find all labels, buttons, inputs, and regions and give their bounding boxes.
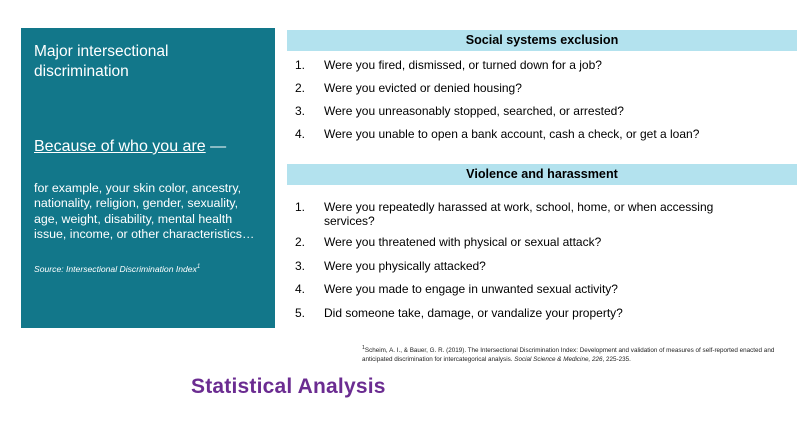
question-number: 3. [295,258,306,273]
section-header-social-exclusion: Social systems exclusion [287,30,797,51]
social-exclusion-question-list [295,58,765,150]
citation-marker: 1 [362,345,365,351]
section-title-statistical-analysis: Statistical Analysis [191,375,386,398]
question-number: 1. [295,200,306,214]
question-text: Did someone take, damage, or vandalize your property? [324,305,623,320]
question-item [295,306,765,330]
question-item [295,104,765,127]
citation-footnote [362,344,798,364]
panel-examples-text: for example, your skin color, ancestry, nationality, religion, gender, sexuality, age, weight, disability, mental health issue, income, or other characteristics… [34,181,255,241]
question-item [295,235,765,259]
question-text: Were you unreasonably stopped, searched, or arrested? [324,104,624,118]
question-number: 2. [295,235,306,249]
citation-text: Scheim, A. I., & Bauer, G. R. (2019). The Intersectional Discrimination Index: Development and validation of measures of self-reported enacted and anticipated discrimination for intercategorical analysis. [362,347,775,363]
question-item [295,282,765,306]
question-item [295,81,765,104]
question-item [295,259,765,283]
question-text: Were you physically attacked? [324,258,486,273]
question-number: 1. [295,58,306,72]
panel-source-footnote-marker: 1 [196,264,201,271]
question-text: Were you unable to open a bank account, cash a check, or get a loan? [324,127,700,141]
question-number: 2. [295,81,306,95]
panel-title: Major intersectional discrimination [34,43,169,80]
question-number: 3. [295,104,306,118]
citation-pages: , 225-235. [602,355,631,363]
question-number: 4. [295,127,306,141]
question-item [295,58,765,81]
panel-subtitle [34,136,263,157]
panel-source [34,264,263,274]
question-text: Were you evicted or denied housing? [324,81,522,95]
definition-panel [21,28,275,328]
question-item [295,200,765,235]
question-text: Were you threatened with physical or sexual attack? [324,235,602,249]
question-number: 5. [295,305,306,320]
question-number: 4. [295,282,306,296]
panel-subtitle-dash: — [205,138,227,155]
citation-journal: Social Science & Medicine, 226 [514,355,603,363]
panel-subtitle-emphasis: Because of who you are [34,138,206,155]
section-header-violence-harassment: Violence and harassment [287,164,797,185]
violence-harassment-question-list [295,200,765,329]
question-item [295,127,765,150]
question-text: Were you repeatedly harassed at work, school, home, or when accessing services? [324,200,714,228]
question-text: Were you fired, dismissed, or turned down for a job? [324,58,602,72]
panel-source-text: Source: Intersectional Discrimination Index [34,264,197,275]
question-text: Were you made to engage in unwanted sexual activity? [324,282,618,296]
